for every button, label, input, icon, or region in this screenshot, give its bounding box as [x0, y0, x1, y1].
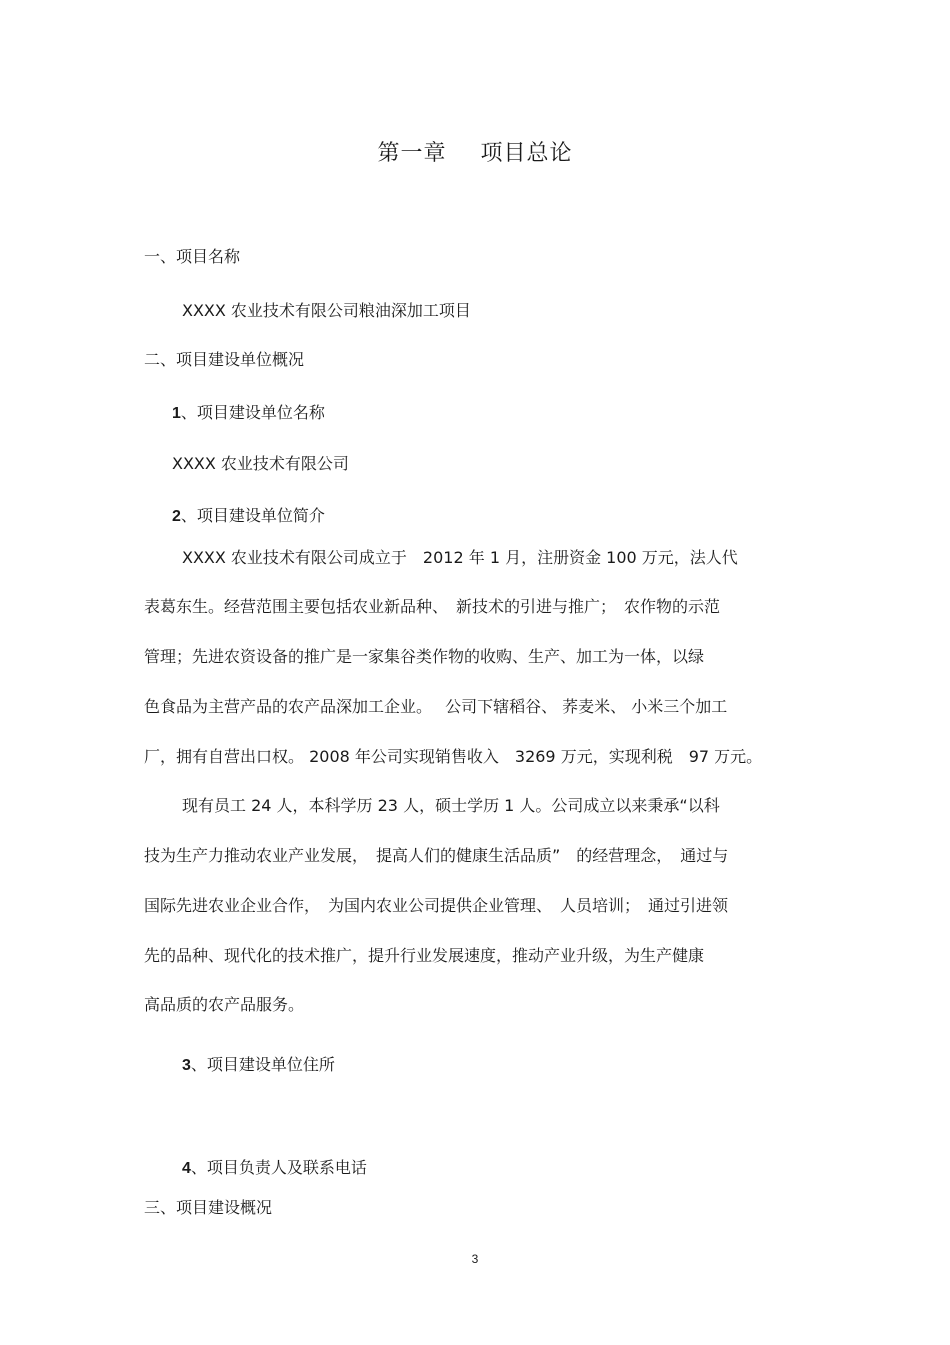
- section-2-heading: 二、项目建设单位概况: [144, 350, 305, 369]
- subsection-4-heading: [182, 1157, 367, 1180]
- page-number: 3: [471, 1252, 479, 1266]
- subsection-1-heading: [172, 402, 325, 425]
- intro-line: 管理；先进农资设备的推广是一家集谷类作物的收购、生产、加工为一体，以绿: [144, 647, 705, 666]
- subsection-3-number: 3: [182, 1057, 191, 1074]
- chapter-title: [0, 140, 950, 168]
- staff-line: 现有员工 24 人，本科学历 23 人，硕士学历 1 人。公司成立以来秉承“以科: [182, 796, 720, 815]
- intro-line: 厂，拥有自营出口权。 2008 年公司实现销售收入 3269 万元，实现利税 97 万元。: [144, 747, 763, 766]
- company-name: XXXX 农业技术有限公司: [172, 454, 349, 473]
- subsection-1-number: 1: [172, 405, 181, 422]
- subsection-2-heading: [172, 505, 325, 528]
- intro-line: 表葛东生。经营范围主要包括农业新品种、 新技术的引进与推广； 农作物的示范: [144, 597, 721, 616]
- subsection-4-text: 、项目负责人及联系电话: [190, 1158, 367, 1177]
- staff-line: 高品质的农产品服务。: [144, 995, 305, 1014]
- chapter-name: 项目总论: [480, 141, 573, 166]
- staff-line: 先的品种、现代化的技术推广，提升行业发展速度，推动产业升级，为生产健康: [144, 946, 705, 965]
- project-name: XXXX 农业技术有限公司粮油深加工项目: [182, 301, 471, 320]
- section-3-heading: 三、项目建设概况: [144, 1198, 273, 1217]
- staff-line: 技为生产力推动农业产业发展， 提高人们的健康生活品质” 的经营理念， 通过与: [144, 846, 729, 865]
- intro-line: 色食品为主营产品的农产品深加工企业。 公司下辖稻谷、 荞麦米、 小米三个加工: [144, 697, 728, 716]
- intro-line: XXXX 农业技术有限公司成立于 2012 年 1 月，注册资金 100 万元，法人代: [182, 548, 738, 567]
- subsection-3-heading: [182, 1054, 335, 1077]
- subsection-2-number: 2: [172, 508, 181, 525]
- chapter-label: 第一章: [377, 141, 447, 166]
- subsection-4-number: 4: [182, 1160, 191, 1177]
- subsection-3-text: 、项目建设单位住所: [190, 1055, 335, 1074]
- subsection-2-text: 、项目建设单位简介: [180, 506, 325, 525]
- section-1-heading: 一、项目名称: [144, 247, 241, 266]
- staff-line: 国际先进农业企业合作， 为国内农业公司提供企业管理、 人员培训； 通过引进领: [144, 896, 729, 915]
- subsection-1-text: 、项目建设单位名称: [180, 403, 325, 422]
